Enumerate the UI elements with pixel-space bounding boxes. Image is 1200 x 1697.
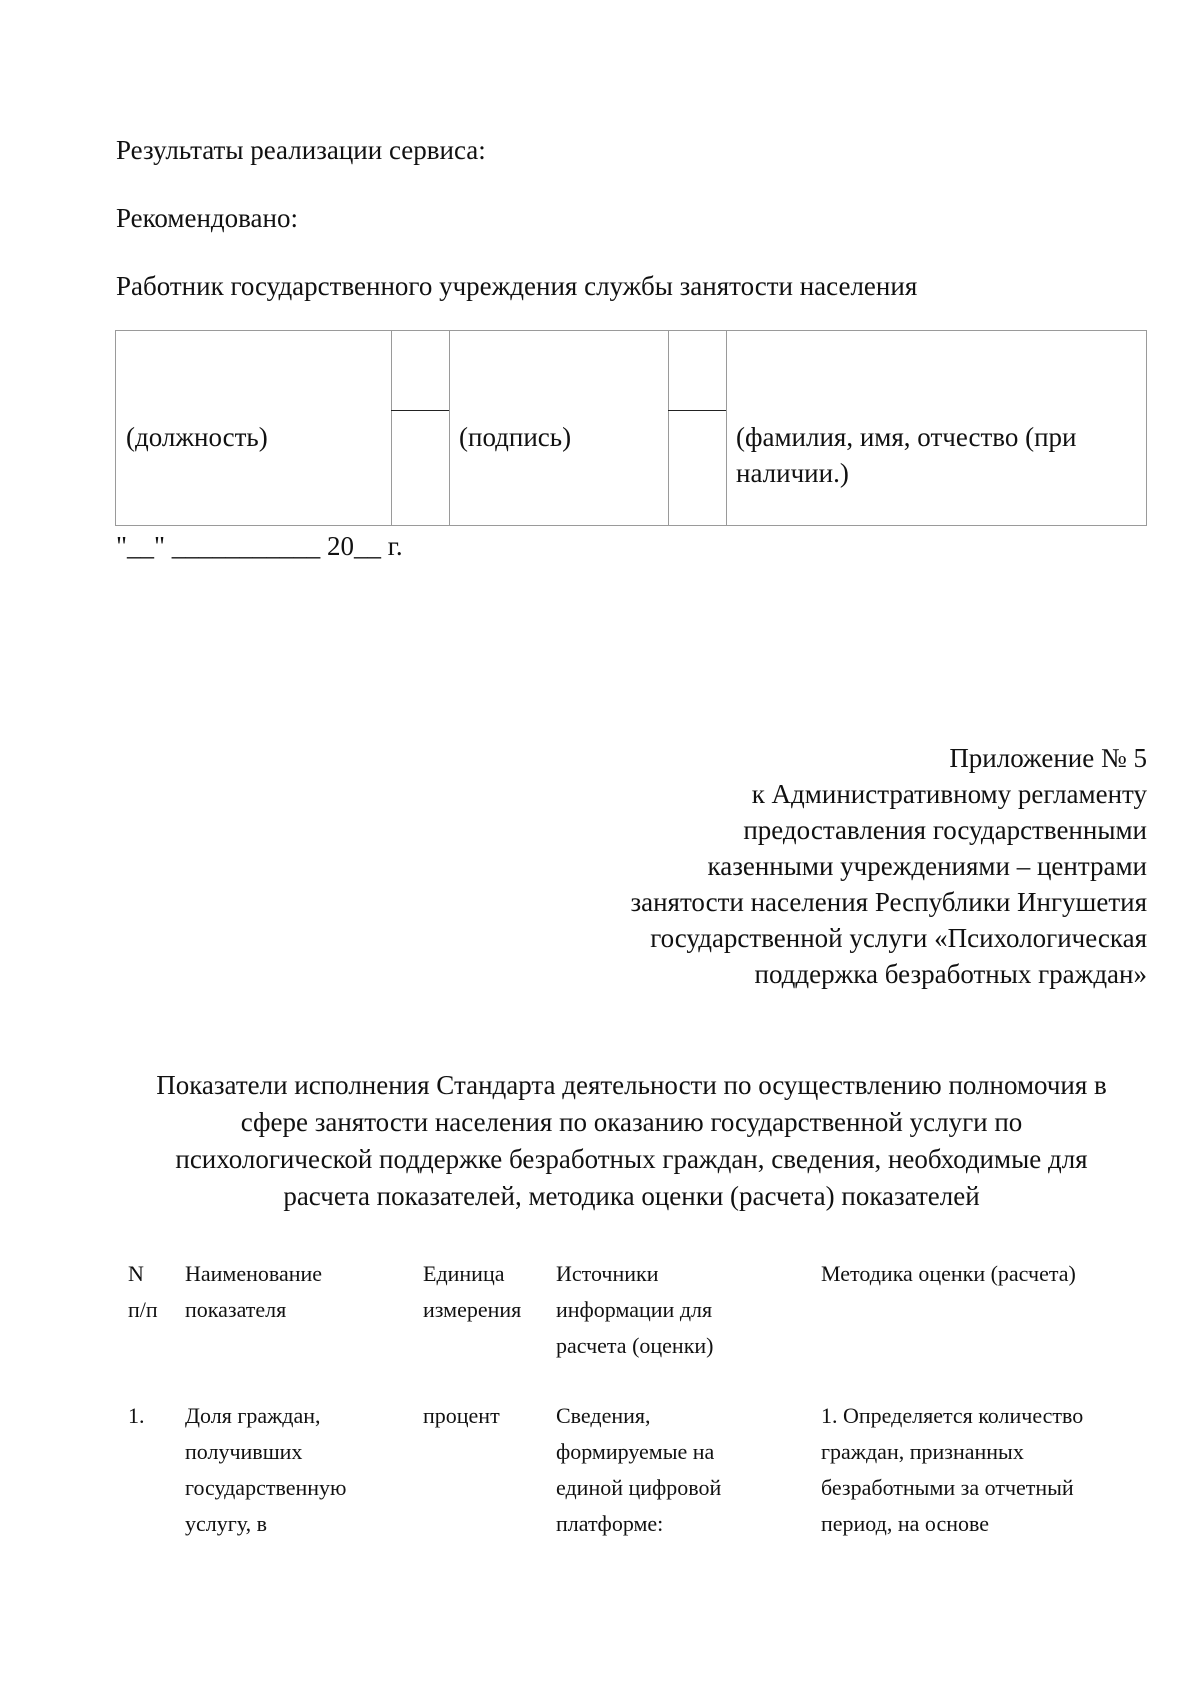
appendix-line: к Административному регламенту [751, 779, 1147, 809]
header-num: N п/п [128, 1261, 158, 1322]
header-source: Источники информации для расчета (оценки) [556, 1261, 714, 1358]
row-method: 1. Определяется количество граждан, признанных безработными за отчетный период, на основе [821, 1403, 1084, 1536]
header-method: Методика оценки (расчета) [821, 1261, 1076, 1286]
worker-heading: Работник государственного учреждения службы занятости населения [116, 271, 918, 301]
appendix-header [630, 740, 1147, 992]
position-label: (должность) [126, 422, 268, 452]
recommended-heading: Рекомендовано: [116, 203, 298, 233]
header-unit: Единица измерения [423, 1261, 522, 1322]
row-source: Сведения, формируемые на единой цифровой платформе: [556, 1403, 722, 1536]
divider [726, 331, 727, 525]
row-unit: процент [423, 1403, 500, 1428]
signature-label: (подпись) [459, 422, 572, 452]
appendix-line: поддержка безработных граждан» [754, 959, 1147, 989]
signature-line [668, 410, 726, 411]
signature-line [391, 410, 449, 411]
appendix-line: занятости населения Республики Ингушетия [630, 887, 1147, 917]
appendix-line: казенными учреждениями – центрами [707, 851, 1147, 881]
divider [668, 331, 669, 525]
document-title: Показатели исполнения Стандарта деятельности по осуществлению полномочия в сфере занятости населения по оказанию государственной услуги по психологической поддержке безработных граждан, сведения, необходимые для расчета показателей, методика оценки (расчета) показателей [156, 1070, 1107, 1211]
signature-table [115, 330, 1147, 526]
appendix-line: Приложение № 5 [949, 743, 1147, 773]
row-num: 1. [128, 1403, 145, 1428]
results-heading: Результаты реализации сервиса: [116, 135, 486, 165]
header-name: Наименование показателя [185, 1261, 323, 1322]
full-name-label: (фамилия, имя, отчество (при наличии.) [736, 422, 1077, 488]
appendix-line: государственной услуги «Психологическая [650, 923, 1147, 953]
appendix-line: предоставления государственными [743, 815, 1147, 845]
divider [391, 331, 392, 525]
date-line: "__" ___________ 20__ г. [116, 531, 403, 561]
divider [449, 331, 450, 525]
row-name: Доля граждан, получивших государственную услугу, в [185, 1403, 347, 1536]
